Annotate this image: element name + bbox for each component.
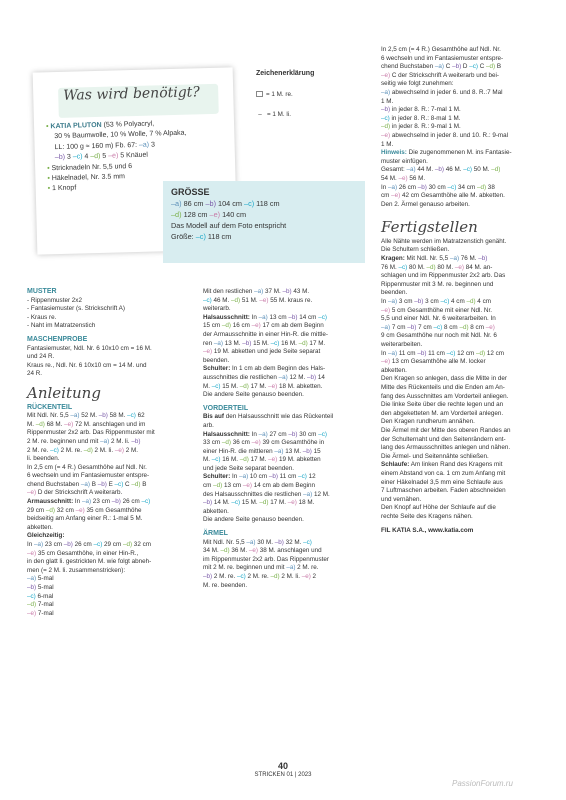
text-line: Schulter: In 1 cm ab dem Beginn des Hals-	[203, 365, 326, 373]
text-line: Armausschnitt: In –a) 23 cm –b) 26 cm –c)	[27, 498, 151, 506]
text-line: lang des Armausschnittes anlegen und nähen.	[381, 444, 511, 452]
text-line: 2 M. re. –c) 2 M. re. –d) 2 M. li. –e) 2 M.	[27, 446, 138, 454]
text-line: arb.	[203, 421, 214, 429]
text-line: 24 R.	[27, 370, 43, 378]
maschenprobe-title: MASCHENPROBE	[27, 335, 88, 343]
column-middle	[203, 288, 370, 590]
size-line: –d) 128 cm –e) 140 cm	[171, 210, 247, 219]
text-line: Rippenmuster 2x2 arb. Das Rippenmuster mit	[27, 429, 155, 437]
text-line: 6 wechseln und im Fantasiemuster entspre-	[27, 472, 150, 480]
text-line: weiterarbeiten.	[381, 341, 423, 348]
aermel-text	[203, 539, 370, 591]
text-line: beenden.	[203, 356, 230, 364]
footer	[233, 762, 333, 779]
materials-item: –b) 3 –c) 4 –d) 5 –e) 5 Knäuel	[54, 151, 149, 162]
text-line: 33 cm –d) 36 cm –e) 39 cm Gesamthöhe in	[203, 439, 325, 447]
text-line: und vernähen.	[381, 495, 422, 503]
text-line: und jede Seite separat beenden.	[203, 464, 295, 472]
text-line: chend Buchstaben –a) C –b) D –c) C –d) B	[381, 63, 502, 71]
text-line: Den 2. Ärmel genauso arbeiten.	[381, 200, 470, 208]
text-line: –c) 6-mal	[27, 592, 54, 600]
materials-item: • Stricknadeln Nr. 5,5 und 6	[47, 162, 133, 172]
text-line: In –a) 3 cm –b) 3 cm –c) 4 cm –d) 4 cm	[381, 298, 491, 306]
text-line: einem Abstand von ca. 1 cm zum Anfang mit	[381, 469, 506, 477]
rueckenteil-title: RÜCKENTEIL	[27, 403, 73, 411]
text-line: rechte Seite des Kragens nähen.	[381, 512, 473, 520]
text-line: ausschnittes die restlichen –a) 12 M. –b) 14	[203, 373, 325, 381]
vorderteil-text	[203, 413, 370, 525]
text-line: Alle Nähte werden im Matratzenstich genäht.	[381, 237, 507, 245]
text-line: –a) 5-mal	[27, 575, 54, 583]
text-line: Kragen: Mit Ndl. Nr. 5,5 –a) 76 M. –b)	[381, 255, 488, 263]
text-line: 34 M. –d) 36 M. –e) 38 M. anschlagen und	[203, 547, 322, 555]
text-line: des Halsausschnittes die restlichen –a) 12 M.	[203, 490, 330, 498]
text-line: –e) C der Strickschrift A weiterarb und bei-	[381, 71, 499, 79]
text-line: schlagen und im Rippenmuster 2x2 arb. Das	[381, 272, 506, 280]
text-line: –d) in jeder 8. R.: 9-mal 1 M.	[381, 123, 461, 131]
text-line: M. –c) 16 M. –d) 17 M. –e) 19 M. abketten	[203, 456, 321, 464]
text-line: 15 cm –d) 16 cm –e) 17 cm ab dem Beginn	[203, 322, 324, 330]
text-line: 9 cm Gesamthöhe nur noch mit Ndl. Nr. 6	[381, 332, 497, 340]
text-line: cm –e) 42 cm Gesamthöhe alle M. abketten.	[381, 192, 505, 200]
text-line: In –a) 23 cm –b) 26 cm –c) 29 cm –d) 32 cm	[27, 541, 151, 549]
text-line: –a) abwechselnd in jeder 6. und 8. R.:7 Mal	[381, 88, 503, 96]
text-line: fang des Ausschnittes am Vorderteil anliegen.	[381, 392, 509, 400]
materials-title: Was wird benötigt?	[63, 84, 201, 104]
text-line: den abgeketteten M. am Vorderteil anlegen.	[381, 409, 504, 417]
text-line: Den Kragen so anlegen, dass die Mitte in der	[381, 375, 508, 383]
text-line: M. re. beenden.	[203, 581, 248, 589]
aermel-title: ÄRMEL	[203, 530, 228, 538]
text-line: Schulter: In –a) 10 cm –b) 11 cm –c) 12	[203, 473, 316, 481]
text-line: –a) 7 cm –b) 7 cm –c) 8 cm –d) 8 cm –e)	[381, 323, 495, 331]
text-line: Kraus re., Ndl. Nr. 6 10x10 cm = 14 M. und	[27, 361, 147, 369]
text-line: –d) 7-mal	[27, 601, 54, 609]
aermel-cont-text	[381, 46, 547, 209]
text-line: –b) 5-mal	[27, 584, 54, 591]
legend-title: Zeichenerklärung	[256, 70, 315, 77]
text-line: in den glatt li. gestrickten M. wie folgt abneh-	[27, 558, 152, 566]
text-line: im Rippenmuster 2x2 arb. Das Rippenmuster	[203, 555, 329, 563]
text-line: –e) 35 cm Gesamthöhe, in einer Hin-R.,	[27, 549, 139, 557]
text-line: 76 M. –c) 80 M. –d) 80 M. –e) 84 M. an-	[381, 263, 493, 271]
materials-item: • KATIA PLUTON (53 % Polyacryl,	[45, 120, 155, 131]
materials-item: 30 % Baumwolle, 10 % Wolle, 7 % Alpaka,	[54, 130, 187, 141]
text-line: Den Kragen rundherum annähen.	[381, 418, 475, 426]
text-line: ren –a) 13 M. –b) 15 M. –c) 16 M. –d) 17 M.	[203, 339, 326, 347]
text-line: Die Ärmel mit der Mitte des oberen Randes an	[381, 426, 511, 434]
anleitung-title: Anleitung	[27, 383, 101, 402]
vorderteil-title: VORDERTEIL	[203, 404, 249, 412]
text-line: 54 M. –e) 56 M.	[381, 174, 426, 182]
text-line: weiterarb.	[203, 305, 231, 313]
text-line: cm –d) 13 cm –e) 14 cm ab dem Beginn	[203, 482, 316, 490]
text-line: Bis auf den Halsausschnitt wie das Rückenteil	[203, 413, 334, 421]
text-line: 29 cm –d) 32 cm –e) 35 cm Gesamthöhe	[27, 506, 142, 514]
text-line: einer Häkelnadel 3,5 mm eine Schlaufe aus	[381, 478, 503, 486]
text-line: chend Buchstaben –a) B –b) E –c) C –d) B	[27, 480, 147, 488]
page-number: 40	[277, 761, 288, 771]
text-line: seitig wie folgt zunehmen:	[381, 80, 454, 88]
text-line: Gesamt: –a) 44 M. –b) 46 M. –c) 50 M. –d)	[381, 166, 501, 174]
text-line: mit 2 M. re. beginnen und mit –a) 2 M. re.	[203, 564, 319, 572]
size-line: Das Modell auf dem Foto entspricht	[171, 221, 287, 230]
text-line: Halsausschnitt: In –a) 13 cm –b) 14 cm –c)	[203, 313, 327, 321]
purl-symbol-icon: –	[258, 111, 262, 119]
text-line: Mit Ndl. Nr. 5,5 –a) 52 M. –b) 58 M. –c) 62	[27, 412, 145, 420]
text-line: 1 M.	[381, 140, 394, 148]
text-line: abketten.	[27, 523, 53, 531]
materials-item: • Häkelnadel, Nr. 3.5 mm	[47, 173, 126, 183]
text-line: Gleichzeitig:	[27, 532, 65, 540]
text-line: muster einfügen.	[381, 157, 428, 165]
text-line: 5,5 und einer Ndl. Nr. 6 weiterarbeiten. In	[381, 315, 496, 323]
text-line: Mitte des Rückenteils und die Enden am An-	[381, 383, 505, 391]
text-line: In –a) 26 cm –b) 30 cm –c) 34 cm –d) 38	[381, 183, 495, 191]
text-line: Schlaufe: Am linken Rand des Kragens mit	[381, 461, 503, 469]
text-line: der Armausschnitte in einer Hin-R. die mittle-	[203, 330, 328, 338]
text-line: –e) 5 cm Gesamthöhe mit einer Ndl. Nr.	[381, 306, 492, 314]
text-line: abketten.	[381, 366, 407, 374]
fertigstellen-text	[381, 238, 547, 522]
text-line: einer Hin-R. die mittleren –a) 13 M. –b) 15	[203, 447, 321, 455]
text-line: Fantasiemuster, Ndl. Nr. 6 10x10 cm = 16 M.	[27, 344, 152, 352]
credit: FIL KATIA S.A., www.katia.com	[381, 527, 474, 535]
text-line: Die andere Seite genauso beenden.	[203, 516, 304, 524]
text-line: –e) 13 cm Gesamthöhe alle M. locker	[381, 358, 486, 366]
text-line: men (= 2 M. li. zusammenstricken):	[27, 566, 126, 574]
watermark: PassionForum.ru	[452, 779, 513, 788]
muster-title: MUSTER	[27, 288, 57, 295]
size-box	[163, 181, 365, 263]
text-line: M. –d) 68 M. –e) 72 M. anschlagen und im	[27, 420, 146, 428]
text-line: Die linke Seite über die rechte legen und an	[381, 401, 504, 409]
text-line: In –a) 11 cm –b) 11 cm –c) 12 cm –d) 12 cm	[381, 349, 505, 357]
text-line: Die Schultern schließen.	[381, 246, 450, 254]
text-line: Den Knopf auf Höhe der Schlaufe auf die	[381, 504, 496, 512]
text-line: Die andere Seite genauso beenden.	[203, 391, 304, 399]
size-line: –a) 86 cm –b) 104 cm –c) 118 cm	[171, 199, 280, 208]
text-line: li. beenden.	[27, 455, 60, 463]
text-line: In 2,5 cm (= 4 R.) Gesamthöhe auf Ndl. Nr.	[381, 46, 501, 53]
muster-list	[27, 297, 193, 331]
knit-symbol-icon	[256, 91, 263, 97]
text-line: 6 wechseln und im Fantasiemuster entspre-	[381, 54, 504, 62]
text-line: –e) 7-mal	[27, 609, 54, 617]
size-line: Größe: –c) 118 cm	[171, 232, 232, 241]
text-line: 2 M. re. beginnen und mit –a) 2 M. li. –b)	[27, 437, 141, 445]
rueckenteil-cont-text	[203, 288, 370, 400]
text-line: –e) abwechselnd in jeder 8. und 10. R.: 9-mal	[381, 131, 509, 139]
size-title: GRÖSSE	[171, 187, 210, 197]
legend-row: – = 1 M. li.	[256, 111, 366, 120]
text-line: Halsausschnitt: In –a) 27 cm –b) 30 cm –c)	[203, 430, 327, 438]
text-line: In 2,5 cm (= 4 R.) Gesamthöhe auf Ndl. Nr.	[27, 463, 147, 471]
text-line: Hinweis: Die zugenommenen M. ins Fantasie-	[381, 149, 512, 157]
text-line: - Fantasiemuster (s. Strickschrift A)	[27, 305, 125, 313]
legend	[256, 70, 366, 120]
text-line: –b) in jeder 8. R.: 7-mal 1 M.	[381, 106, 461, 114]
text-line: –c) 46 M. –d) 51 M. –e) 55 M. kraus re.	[203, 296, 313, 304]
text-line: abketten.	[203, 507, 229, 515]
text-line: und 24 R.	[27, 353, 55, 361]
legend-row: = 1 M. re.	[256, 91, 366, 100]
rueckenteil-text	[27, 412, 193, 618]
text-line: –b) 14 M. –c) 15 M. –d) 17 M. –e) 18 M.	[203, 499, 315, 507]
text-line: Die Ärmel- und Seitennähte schließen.	[381, 452, 489, 460]
magazine-name: STRICKEN 01 | 2023	[254, 771, 312, 778]
text-line: beenden.	[381, 289, 408, 297]
text-line: - Kraus re.	[27, 313, 57, 321]
fertigstellen-title: Fertigstellen	[381, 218, 478, 237]
text-line: –c) in jeder 8. R.: 8-mal 1 M.	[381, 114, 461, 122]
text-line: M. –c) 15 M. –d) 17 M. –e) 18 M. abketten.	[203, 382, 323, 390]
text-line: 7 Luftmaschen arbeiten. Faden abschneiden	[381, 487, 506, 495]
text-line: –e) D der Strickschrift A weiterarb.	[27, 489, 123, 497]
materials-item: LL: 100 g ≈ 160 m) Fb. 67: –a) 3	[54, 141, 156, 151]
materials-item: • 1 Knopf	[47, 184, 77, 193]
text-line: Mit den restlichen –a) 37 M. –b) 43 M.	[203, 288, 310, 295]
text-line: der Schulternaht und den Seitenrändern ent-	[381, 435, 506, 443]
maschenprobe-text	[27, 345, 193, 379]
text-line: Rippenmuster mit 3 M. re. beginnen und	[381, 280, 494, 288]
text-line: Mit Ndl. Nr. 5,5 –a) 30 M. –b) 32 M. –c)	[203, 538, 312, 546]
text-line: - Naht im Matratzenstich	[27, 322, 96, 330]
text-line: beidseitig am Anfang einer R.: 1-mal 5 M.	[27, 515, 143, 523]
column-right	[381, 46, 547, 536]
text-line: 1 M.	[381, 97, 394, 105]
column-left	[27, 288, 193, 618]
text-line: –b) 2 M. re. –c) 2 M. re. –d) 2 M. li. –e) 2	[203, 573, 317, 580]
text-line: - Rippenmuster 2x2	[27, 296, 82, 304]
text-line: –e) 19 M. abketten und jede Seite separat	[203, 348, 321, 356]
